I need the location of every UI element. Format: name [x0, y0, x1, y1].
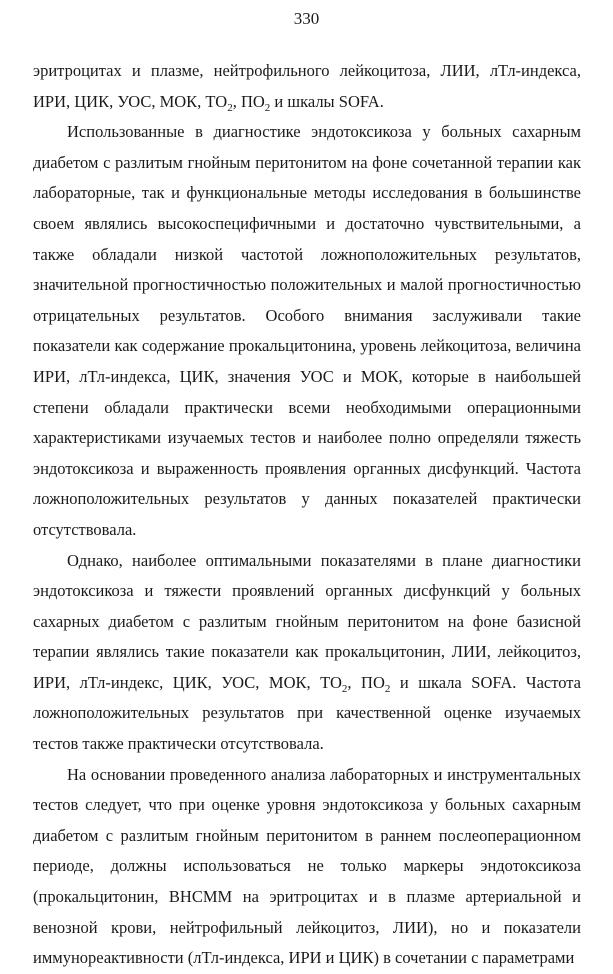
subscript: 2 — [341, 682, 348, 695]
body-text — [33, 56, 581, 974]
text-run: Использованные в диагностике эндотоксикоза у больных сахарным диабетом с разлитым гнойным перитонитом на фоне сочетанной терапии как лабораторные, так и функциональные методы исследования в большинстве своем являлись высокоспецифичными и достаточно чувствительными, а также обладали низкой частотой ложноположительных результатов, значительной прогностичностью положительных и малой прогностичностью отрицательных результатов. Особого внимания заслуживали такие показатели как содержание прокальцитонина, уровень лейкоцитоза, величина ИРИ, лТл-индекса, ЦИК, значения УОС и МОК, которые в наибольшей степени обладали практически всеми необходимыми операционными характеристиками изучаемых тестов и наиболее полно определяли тяжесть эндотоксикоза и выраженность проявления органных дисфункций. Частота ложноположительных результатов у данных показателей практически отсутствовала. — [33, 122, 581, 539]
page-number: 330 — [293, 9, 320, 28]
subscript: 2 — [227, 101, 233, 114]
paragraph-p1 — [33, 117, 581, 545]
text-run: На основании проведенного анализа лабораторных и инструментальных тестов следует, что при оценке уровня эндотоксикоза у больных сахарным диабетом с разлитым гнойным перитонитом в раннем послеоперационном периоде, должны использоваться не только маркеры эндотоксикоза (прокальцитонин, ВНСММ на эритроцитах и в плазме артериальной и венозной крови, нейтрофильный лейкоцитоз, ЛИИ), но и показатели иммунореактивности (лТл-индекса, ИРИ и ЦИК) в сочетании с параметрами — [33, 764, 581, 968]
text-run: , ПО — [232, 91, 265, 111]
paragraph-p3 — [33, 760, 581, 974]
text-run: и шкала SOFA. Частота ложноположительных результатов при качественной оценке изучаемых тестов также практически отсутствовала. — [33, 672, 582, 754]
text-run: , ПО — [347, 672, 385, 692]
subscript: 2 — [264, 101, 271, 114]
text-run: Однако, наиболее оптимальными показателями в плане диагностики эндотоксикоза и тяжести проявлений органных дисфункций у больных сахарных диабетом с разлитым гнойным перитонитом на фоне базисной терапии являлись такие показатели как прокальцитонин, ЛИИ, лейкоцитоз, ИРИ, лТл-индекс, ЦИК, УОС, МОК, ТО — [33, 550, 581, 692]
paragraph-p0 — [33, 56, 581, 117]
paragraph-p2 — [33, 546, 581, 760]
text-run: эритроцитах и плазме, нейтрофильного лейкоцитоза, ЛИИ, лТл-индекса, ИРИ, ЦИК, УОС, МОК, ТО — [33, 61, 581, 111]
subscript: 2 — [384, 682, 391, 695]
text-run: и шкалы SOFA. — [270, 91, 384, 111]
